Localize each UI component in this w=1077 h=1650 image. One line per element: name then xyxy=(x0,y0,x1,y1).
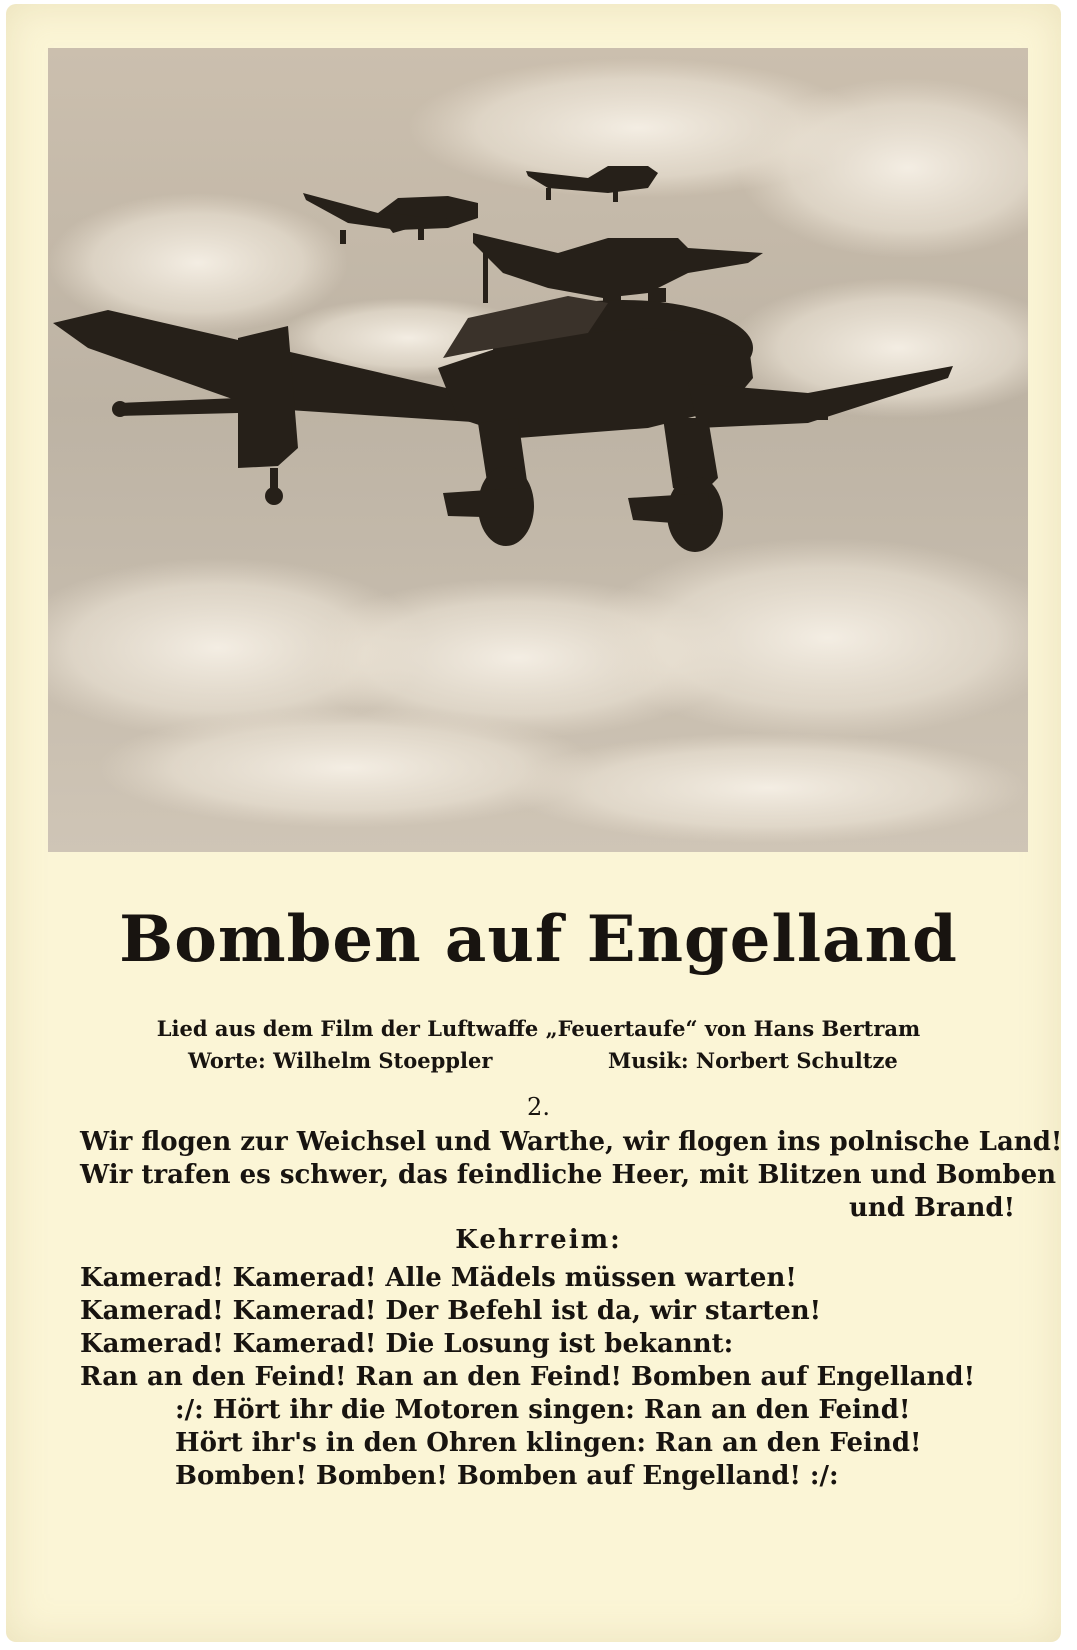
music-credit: Musik: Norbert Schultze xyxy=(608,1048,898,1073)
song-subtitle: Lied aus dem Film der Luftwaffe „Feuertaufe“ von Hans Bertram xyxy=(156,1016,921,1041)
refrain-line: Kamerad! Kamerad! Die Losung ist bekannt: xyxy=(80,1329,734,1359)
refrain-line: Ran an den Feind! Ran an den Feind! Bomben auf Engelland! xyxy=(80,1362,976,1392)
refrain-line: Hört ihr's in den Ohren klingen: Ran an den Feind! xyxy=(175,1428,922,1458)
verse-number: 2. xyxy=(527,1093,550,1121)
verse-line: Wir flogen zur Weichsel und Warthe, wir flogen ins polnische Land! xyxy=(80,1127,1063,1157)
verse-text xyxy=(80,1126,1063,1225)
refrain-text xyxy=(80,1262,1015,1493)
aircraft-formation-image xyxy=(48,48,1028,852)
aircraft-photo xyxy=(48,48,1028,852)
song-title: Bomben auf Engelland xyxy=(119,902,958,977)
verse-line: Wir trafen es schwer, das feindliche Heer, mit Blitzen und Bomben xyxy=(80,1160,1057,1190)
refrain-line: Bomben! Bomben! Bomben auf Engelland! :/: xyxy=(175,1461,839,1491)
refrain-heading: Kehrreim: xyxy=(455,1225,622,1255)
refrain-line: Kamerad! Kamerad! Der Befehl ist da, wir starten! xyxy=(80,1296,822,1326)
song-credits xyxy=(188,1050,948,1076)
refrain-line: Kamerad! Kamerad! Alle Mädels müssen warten! xyxy=(80,1263,797,1293)
verse-line: und Brand! xyxy=(848,1193,1015,1223)
lyrics-credit: Worte: Wilhelm Stoeppler xyxy=(188,1048,493,1073)
refrain-line: :/: Hört ihr die Motoren singen: Ran an den Feind! xyxy=(175,1395,911,1425)
